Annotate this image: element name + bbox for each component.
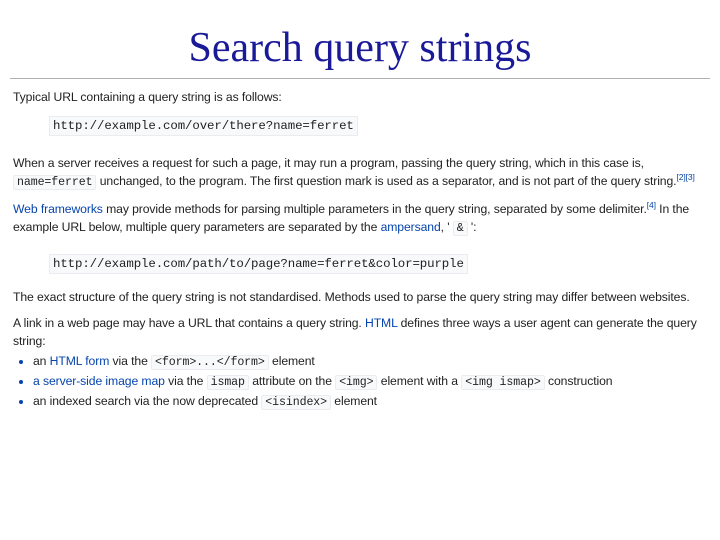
citation-link[interactable]: [4] [646, 199, 656, 210]
structure-paragraph: The exact structure of the query string is not standardised. Methods used to parse the query string may differ between websites. [13, 290, 690, 304]
list-item [33, 352, 709, 372]
intro-paragraph: Typical URL containing a query string is as follows: [13, 90, 282, 104]
inline-code-ismap: ismap [207, 375, 249, 390]
inline-code-ampersand: & [453, 221, 468, 236]
list-item [33, 372, 709, 392]
text-span: element with a [377, 374, 462, 388]
article-body [13, 88, 709, 412]
inline-code-form: <form>...</form> [151, 355, 269, 370]
citation-link[interactable]: [3] [685, 171, 695, 182]
example-url-code-block: http://example.com/over/there?name=ferret [49, 116, 358, 136]
text-span: an [33, 354, 50, 368]
html-form-link[interactable]: HTML form [49, 354, 110, 368]
html-paragraph [13, 314, 709, 350]
citation-link[interactable]: [2] [676, 171, 686, 182]
text-span: A link in a web page may have a URL that contains a query string. [13, 316, 366, 330]
text-span: an indexed search via the now deprecated [33, 394, 262, 408]
text-span: When a server receives a request for such a page, it may run a program, passing the query string, which in this case is, [13, 156, 644, 170]
citation-3[interactable] [686, 172, 695, 182]
text-span: element [268, 354, 315, 368]
text-span: via the [164, 374, 207, 388]
frameworks-paragraph [13, 200, 709, 238]
text-span: In the example URL below, multiple query parameters are separated by the [13, 202, 690, 234]
text-span: , ' [440, 220, 453, 234]
text-span: element [331, 394, 377, 408]
ampersand-link[interactable]: ampersand [380, 220, 441, 234]
example-url-multi-param-code-block: http://example.com/path/to/page?name=ferret&color=purple [49, 254, 468, 274]
citation-4[interactable] [647, 200, 656, 210]
slide-title: Search query strings [188, 25, 532, 71]
title-divider [10, 78, 710, 79]
server-side-image-map-link[interactable]: a server-side image map [33, 374, 165, 388]
citation-2[interactable] [676, 172, 685, 182]
inline-code-isindex: <isindex> [261, 395, 331, 410]
html-link[interactable]: HTML [365, 316, 398, 330]
text-span: via the [109, 354, 152, 368]
text-span: defines three ways a user agent can generate the query string: [13, 316, 697, 348]
text-span: ': [467, 220, 477, 234]
inline-code-img: <img> [335, 375, 377, 390]
text-span: may provide methods for parsing multiple parameters in the query string, separated by some delimiter. [102, 202, 647, 216]
web-frameworks-link[interactable]: Web frameworks [13, 202, 103, 216]
inline-code-name-ferret: name=ferret [13, 175, 96, 190]
server-paragraph [13, 154, 709, 192]
text-span: unchanged, to the program. The first question mark is used as a separator, and is not part of the query string. [96, 174, 677, 188]
text-span: attribute on the [248, 374, 336, 388]
text-span: construction [544, 374, 613, 388]
generation-methods-list [13, 352, 709, 412]
list-item [33, 392, 709, 412]
inline-code-img-ismap: <img ismap> [461, 375, 544, 390]
